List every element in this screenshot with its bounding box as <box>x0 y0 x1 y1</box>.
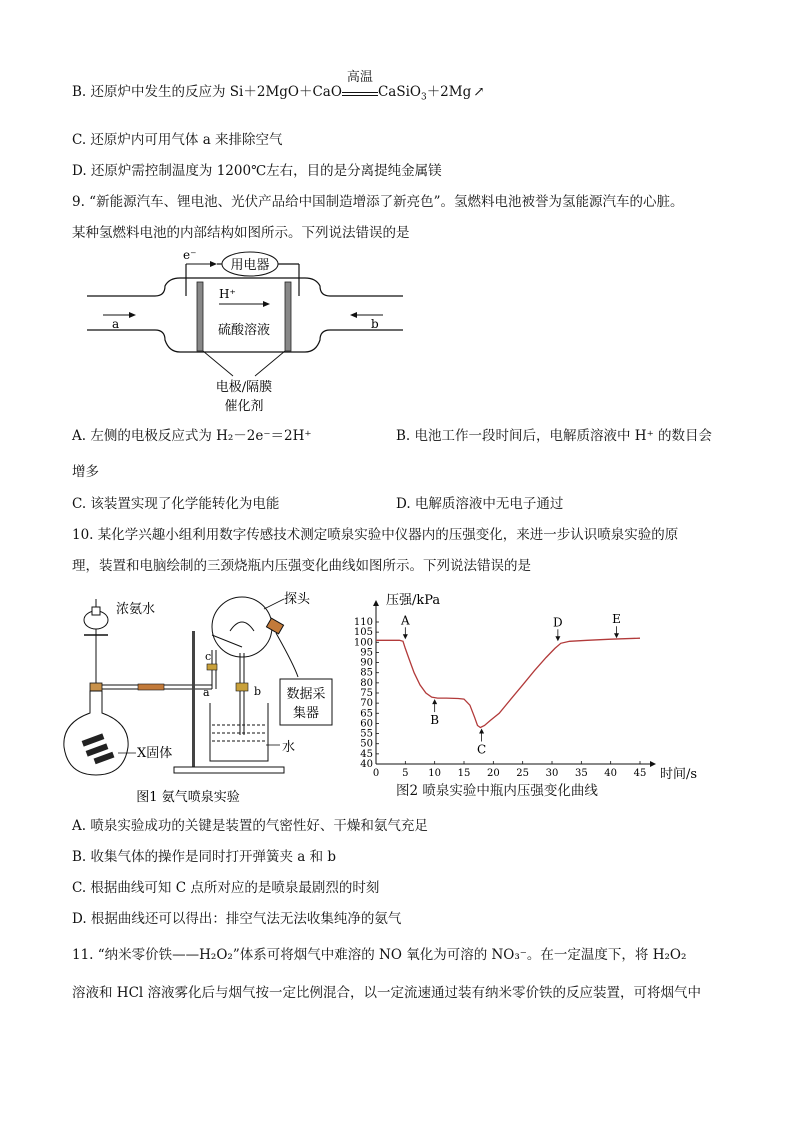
q9-option-a: A. 左侧的电极反应式为 H₂－2e⁻＝2H⁺ <box>72 428 312 444</box>
fuel-cell-diagram <box>85 248 405 418</box>
point-arrowhead-e <box>614 633 619 638</box>
pressure-curve-chart <box>340 588 698 808</box>
y-tick-label: 75 <box>360 688 373 699</box>
electron-label: e⁻ <box>183 248 197 262</box>
fountain-apparatus-figure <box>62 585 352 810</box>
point-label-a: A <box>400 613 410 628</box>
y-tick-label: 85 <box>360 667 373 679</box>
collector-label-1: 数据采 <box>286 687 326 702</box>
gas-a-label: a <box>112 317 120 331</box>
y-axis-arrow <box>373 600 379 606</box>
electrolyte-label: 硫酸溶液 <box>217 323 271 338</box>
q8-option-b-tail: ＋2Mg <box>426 84 472 100</box>
y-tick-label: 80 <box>360 677 373 689</box>
pressure-curve <box>376 638 640 727</box>
q10-option-d: D. 根据曲线还可以得出：排空气法无法收集纯净的氨气 <box>72 911 402 927</box>
q11-stem-line1: 11. “纳米零价铁——H₂O₂”体系可将烟气中难溶的 NO 氧化为可溶的 NO₃⁻。在一定温度下，将 H₂O₂ <box>72 947 687 963</box>
q10-option-b: B. 收集气体的操作是同时打开弹簧夹 a 和 b <box>72 849 337 865</box>
proton-label: H⁺ <box>219 287 236 301</box>
point-arrowhead-b <box>432 699 437 704</box>
x-axis-arrow <box>650 761 656 767</box>
point-label-d: D <box>553 615 563 630</box>
x-tick-label: 20 <box>486 768 500 779</box>
clip-a-label: a <box>203 686 210 699</box>
point-arrowhead-a <box>403 634 408 639</box>
water-label: 水 <box>282 740 296 755</box>
x-tick-label: 35 <box>574 768 588 779</box>
solid-x-label: X固体 <box>137 746 173 761</box>
x-tick-label: 15 <box>457 768 471 779</box>
y-tick-label: 110 <box>353 617 373 628</box>
q8-option-d: D. 还原炉需控制温度为 1200℃左右，目的是分离提纯金属镁 <box>72 163 442 179</box>
y-tick-label: 45 <box>360 748 373 760</box>
q8-option-b-text: B. 还原炉中发生的反应为 Si＋2MgO＋CaO <box>72 84 342 100</box>
q9-option-c: C. 该装置实现了化学能转化为电能 <box>72 496 280 512</box>
x-tick-label: 5 <box>402 768 409 779</box>
point-label-b: B <box>430 713 440 728</box>
subscript: 3 <box>420 92 427 103</box>
y-axis-label: 压强/kPa <box>386 593 441 608</box>
x-tick-label: 10 <box>428 768 442 779</box>
y-tick-label: 100 <box>353 637 373 649</box>
collector-label-2: 集器 <box>292 706 320 721</box>
x-tick-label: 25 <box>516 768 530 779</box>
ammonia-label: 浓氨水 <box>116 602 156 617</box>
y-tick-label: 40 <box>360 759 373 770</box>
point-label-e: E <box>612 612 621 627</box>
probe-label: 探头 <box>284 592 311 607</box>
fig2-caption: 图2 喷泉实验中瓶内压强变化曲线 <box>396 783 598 799</box>
q9-option-d: D. 电解质溶液中无电子通过 <box>396 496 564 512</box>
point-arrowhead-d <box>555 636 560 641</box>
q10-stem-line2: 理，装置和电脑绘制的三颈烧瓶内压强变化曲线如图所示。下列说法错误的是 <box>72 558 531 574</box>
device-label: 用电器 <box>230 258 270 273</box>
q11-stem-line2: 溶液和 HCl 溶液雾化后与烟气按一定比例混合，以一定流速通过装有纳米零价铁的反应装置，可将烟气中 <box>72 985 702 1001</box>
q9-option-b: B. 电池工作一段时间后，电解质溶液中 H⁺ 的数目会 <box>396 428 712 444</box>
point-arrowhead-c <box>479 728 484 733</box>
catalyst-label: 催化剂 <box>224 399 264 414</box>
y-tick-label: 95 <box>360 647 373 659</box>
point-label-c: C <box>477 742 487 757</box>
reaction-condition: 高温 <box>346 70 373 85</box>
q10-option-a: A. 喷泉实验成功的关键是装置的气密性好、干燥和氨气充足 <box>72 818 428 834</box>
clip-b-label: b <box>254 685 262 698</box>
gas-b-label: b <box>371 317 379 331</box>
clip-c-label: c <box>205 650 212 663</box>
q10-option-c: C. 根据曲线可知 C 点所对应的是喷泉最剧烈的时刻 <box>72 880 380 896</box>
y-tick-label: 55 <box>360 728 373 740</box>
y-tick-label: 65 <box>360 708 373 720</box>
gas-arrow-icon: ↗ <box>473 84 485 100</box>
q8-option-b-product: CaSiO <box>377 84 421 100</box>
q9-stem-line2: 某种氢燃料电池的内部结构如图所示。下列说法错误的是 <box>72 225 410 241</box>
q10-stem-line1: 10. 某化学兴趣小组利用数字传感技术测定喷泉实验中仪器内的压强变化，来进一步认识喷泉实验的原 <box>72 527 679 543</box>
x-tick-label: 45 <box>633 768 647 779</box>
y-tick-label: 50 <box>360 738 373 750</box>
y-tick-label: 105 <box>353 627 373 639</box>
q9-stem-line1: 9. “新能源汽车、锂电池、光伏产品给中国制造增添了新亮色”。氢燃料电池被誉为氢能源汽车的心脏。 <box>72 194 684 210</box>
q9-option-b-cont: 增多 <box>72 464 99 480</box>
x-tick-label: 40 <box>604 768 618 779</box>
x-tick-label: 30 <box>545 768 559 779</box>
y-tick-label: 70 <box>360 698 373 710</box>
q8-option-c: C. 还原炉内可用气体 a 来排除空气 <box>72 132 283 148</box>
x-tick-label: 0 <box>372 768 380 779</box>
y-tick-label: 90 <box>360 657 373 669</box>
fig1-caption: 图1 氨气喷泉实验 <box>136 790 240 805</box>
y-tick-label: 60 <box>360 718 373 730</box>
electrode-label: 电极/隔膜 <box>215 380 273 395</box>
x-axis-label: 时间/s <box>660 767 698 782</box>
q8-option-b <box>72 70 485 108</box>
